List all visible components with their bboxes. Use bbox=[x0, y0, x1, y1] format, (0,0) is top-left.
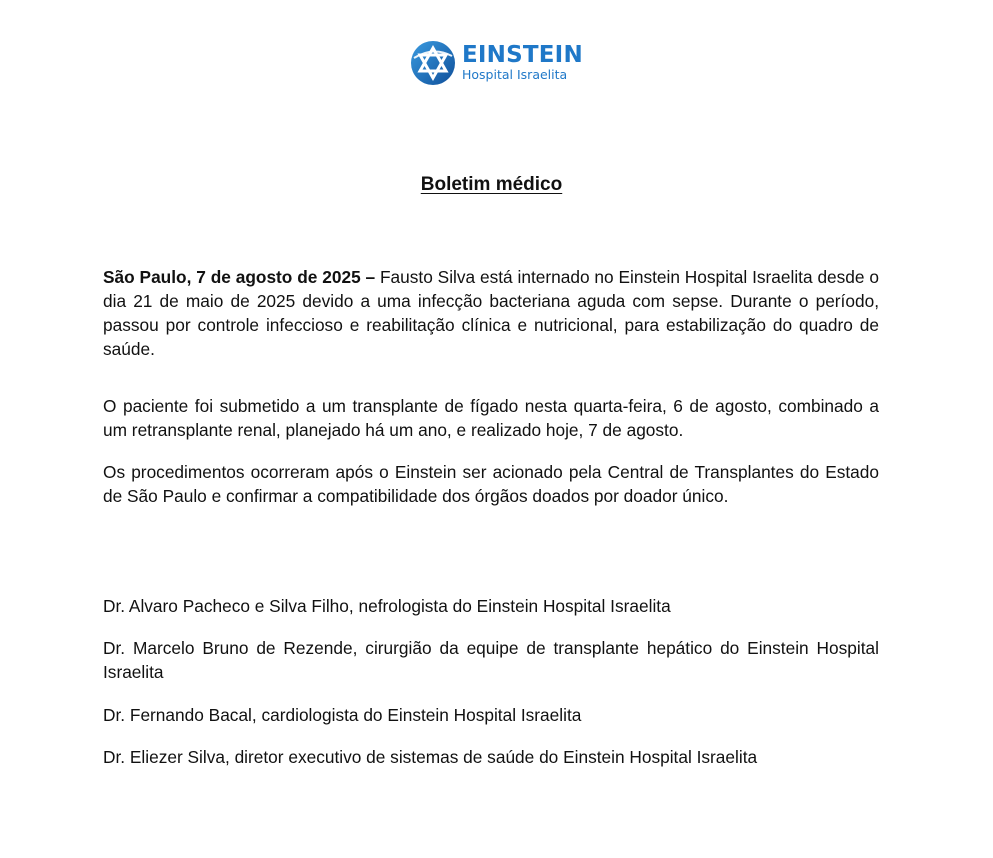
paragraph-lead: São Paulo, 7 de agosto de 2025 – bbox=[103, 267, 376, 287]
star-of-david-logo-icon bbox=[410, 40, 456, 86]
document-title: Boletim médico bbox=[420, 174, 563, 195]
signatory-3: Dr. Fernando Bacal, cardiologista do Einstein Hospital Israelita bbox=[103, 705, 582, 725]
paragraph-transplant: O paciente foi submetido a um transplante de fígado nesta quarta-feira, 6 de agosto, combinado a um retransplante renal, planejado há um ano, e realizado hoje, 7 de agosto. bbox=[103, 396, 879, 440]
paragraph-intro bbox=[103, 265, 879, 361]
logo-name: EINSTEIN bbox=[462, 42, 583, 68]
paragraph-intro-text: Fausto Silva está internado no Einstein Hospital Israelita desde o dia 21 de maio de 2025 devido a uma infecção bacteriana aguda com sepse. Durante o período, passou por controle infeccioso e reabilitação clínica e nutricional, para estabilização do quadro de saúde. bbox=[103, 267, 879, 359]
signatory-4: Dr. Eliezer Silva, diretor executivo de sistemas de saúde do Einstein Hospital Israelita bbox=[103, 747, 758, 767]
signatory-2: Dr. Marcelo Bruno de Rezende, cirurgião da equipe de transplante hepático do Einstein Hospital Israelita bbox=[103, 638, 879, 682]
einstein-logo bbox=[410, 38, 583, 88]
paragraph-procedures: Os procedimentos ocorreram após o Einstein ser acionado pela Central de Transplantes do Estado de São Paulo e confirmar a compatibilidade dos órgãos doados por doador único. bbox=[103, 462, 879, 506]
signatory-1: Dr. Alvaro Pacheco e Silva Filho, nefrologista do Einstein Hospital Israelita bbox=[103, 596, 671, 616]
logo-subtitle: Hospital Israelita bbox=[462, 67, 568, 82]
